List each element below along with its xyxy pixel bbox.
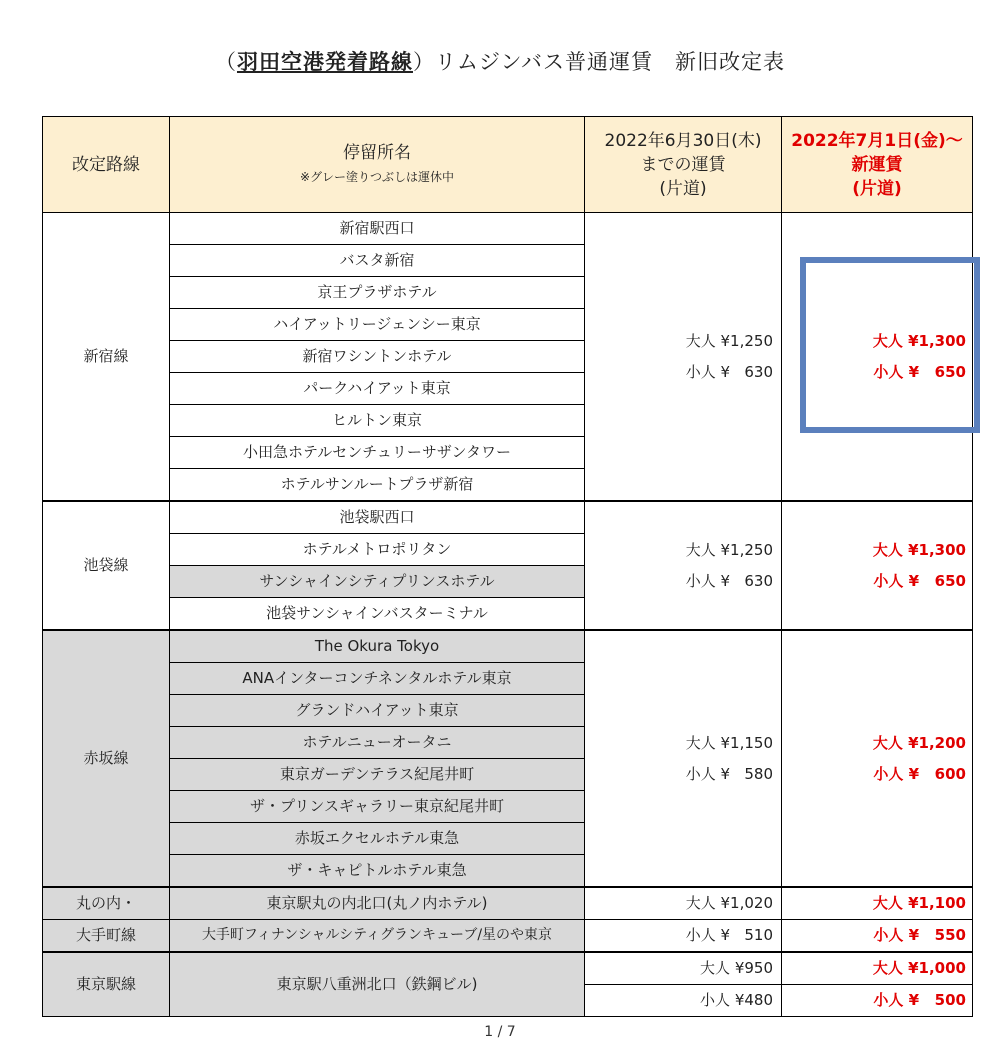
header-old-date: 2022年6月30日(木) [604,130,762,151]
header-stop-note: ※グレー塗りつぶしは運休中 [299,169,455,184]
old-adult: 大人 ¥1,150 [685,733,773,752]
stop-name: ハイアットリージェンシー東京 [170,309,585,341]
stop-name-suspended: サンシャインシティプリンスホテル [170,566,585,598]
stop-name: 新宿駅西口 [170,213,585,245]
stop-name-suspended: The Okura Tokyo [170,630,585,663]
route-name-suspended: 赤坂線 [43,630,170,887]
old-child: 小人 ¥480 [585,985,782,1017]
header-new-fare [782,117,973,213]
stop-name: 池袋サンシャインバスターミナル [170,598,585,631]
new-adult: 大人 ¥1,100 [782,887,973,920]
header-old-fare [585,117,782,213]
stop-name-suspended: ザ・プリンスギャラリー東京紀尾井町 [170,791,585,823]
table-row [43,920,973,953]
stop-name-suspended: ANAインターコンチネンタルホテル東京 [170,663,585,695]
old-fare [585,630,782,887]
header-new-date: 2022年7月1日(金)～ [791,130,963,151]
stop-name: ヒルトン東京 [170,405,585,437]
new-adult: 大人 ¥1,000 [782,952,973,985]
route-name-suspended: 大手町線 [43,920,170,953]
new-child: 小人 ¥ 550 [782,920,973,953]
table-row [43,952,973,985]
stop-name: 小田急ホテルセンチュリーサザンタワー [170,437,585,469]
new-child: 小人 ¥ 600 [873,764,966,783]
old-adult: 大人 ¥1,020 [585,887,782,920]
stop-name: パークハイアット東京 [170,373,585,405]
stop-name-suspended: グランドハイアット東京 [170,695,585,727]
table-header-row [43,117,973,213]
table-row [43,630,973,663]
old-fare [585,501,782,630]
header-stop-label: 停留所名 [343,142,411,163]
new-fare [782,213,973,502]
title-rest: リムジンバス普通運賃 新旧改定表 [434,50,785,74]
route-name-suspended: 丸の内・ [43,887,170,920]
table-row [43,501,973,534]
document-title [0,46,1000,76]
old-adult: 大人 ¥950 [585,952,782,985]
old-fare [585,213,782,502]
stop-name: 新宿ワシントンホテル [170,341,585,373]
stop-name-suspended: 赤坂エクセルホテル東急 [170,823,585,855]
stop-name: バスタ新宿 [170,245,585,277]
fare-table [42,116,973,1017]
page-indicator: 1 / 7 [484,1024,516,1040]
new-child: 小人 ¥ 500 [782,985,973,1017]
stop-name-suspended: ザ・キャピトルホテル東急 [170,855,585,888]
old-child: 小人 ¥ 510 [585,920,782,953]
stop-name: ホテルメトロポリタン [170,534,585,566]
header-old-label: までの運賃 [640,154,726,175]
stop-name-suspended: ホテルニューオータニ [170,727,585,759]
new-fare [782,501,973,630]
title-open-paren: （ [214,50,237,74]
title-highlight: 羽田空港発着路線 [236,50,413,74]
route-name: 新宿線 [43,213,170,502]
stop-name: 池袋駅西口 [170,501,585,534]
old-child: 小人 ¥ 630 [685,362,773,381]
header-old-oneway: (片道) [659,178,707,199]
new-child: 小人 ¥ 650 [873,571,966,590]
old-adult: 大人 ¥1,250 [685,331,773,350]
stop-name-suspended: 大手町フィナンシャルシティグランキューブ/星のや東京 [170,920,585,953]
stop-name-suspended: 東京駅八重洲北口（鉄鋼ビル) [170,952,585,1017]
stop-name: 京王プラザホテル [170,277,585,309]
header-stop [170,117,585,213]
header-new-oneway: (片道) [852,178,902,199]
new-adult: 大人 ¥1,300 [872,331,966,350]
old-child: 小人 ¥ 580 [685,764,773,783]
old-child: 小人 ¥ 630 [685,571,773,590]
new-adult: 大人 ¥1,200 [872,733,966,752]
title-close-paren: ） [412,50,435,74]
header-new-label: 新運賃 [851,154,903,175]
stop-name-suspended: 東京駅丸の内北口(丸ノ内ホテル) [170,887,585,920]
route-name-suspended: 東京駅線 [43,952,170,1017]
table-row [43,887,973,920]
old-adult: 大人 ¥1,250 [685,540,773,559]
route-name: 池袋線 [43,501,170,630]
new-child: 小人 ¥ 650 [873,362,966,381]
stop-name: ホテルサンルートプラザ新宿 [170,469,585,502]
stop-name-suspended: 東京ガーデンテラス紀尾井町 [170,759,585,791]
new-adult: 大人 ¥1,300 [872,540,966,559]
header-route: 改定路線 [43,117,170,213]
table-row [43,213,973,245]
new-fare [782,630,973,887]
